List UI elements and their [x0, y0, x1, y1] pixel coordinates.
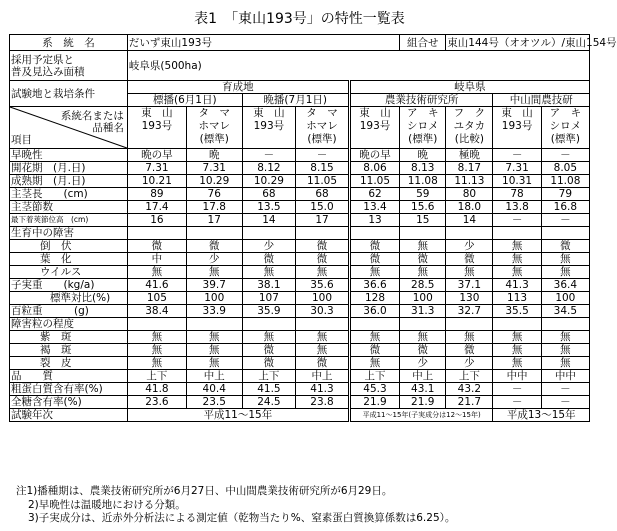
kumiawase-label: 組合せ: [400, 35, 446, 51]
footnotes: [16, 485, 455, 526]
sub-cell: 微: [242, 357, 296, 370]
hinshitsu-cell: 上下: [446, 370, 493, 383]
sub-cell: 無: [446, 331, 493, 344]
trait-cell: 7.31: [493, 162, 541, 175]
trait-cell: 8.15: [296, 162, 350, 175]
variety-name-line: 193号: [141, 120, 173, 132]
trait-cell: 10.29: [242, 175, 296, 188]
shikenchi-label: 試験地と栽培条件: [10, 81, 128, 107]
trait-cell: 17: [186, 214, 242, 227]
yield-cell: 39.7: [186, 279, 242, 292]
variety-name-line: ユタカ: [453, 120, 486, 132]
sub-label: 紫 斑: [10, 331, 128, 344]
seed-weight-cell: 30.3: [296, 305, 350, 318]
sub-cell: 無: [493, 331, 541, 344]
trait-cell: －: [493, 149, 541, 162]
variety-name-line: 193号: [501, 120, 533, 132]
trait-label: 成熟期 (月.日): [10, 175, 128, 188]
seed-weight-cell: 35.9: [242, 305, 296, 318]
sub-cell: 無: [541, 344, 589, 357]
sub-cell: 無: [400, 331, 446, 344]
saiyou-label-line1: 採用予定県と: [11, 53, 74, 66]
empty-cell: [349, 227, 399, 240]
sub-cell: 微: [127, 240, 186, 253]
empty-cell: [446, 227, 493, 240]
sub-cell: 無: [493, 253, 541, 266]
sub-cell: 無: [493, 266, 541, 279]
sub-cell: 微: [242, 344, 296, 357]
trait-cell: 13.5: [242, 201, 296, 214]
sub-label: 倒 伏: [10, 240, 128, 253]
hinshitsu-cell: 上下: [127, 370, 186, 383]
trait-label: 開花期 (月.日): [10, 162, 128, 175]
sub-cell: 無: [541, 266, 589, 279]
ikusei-header: 育成地: [127, 81, 349, 94]
yield-cell: 100: [186, 292, 242, 305]
trait-cell: 11.05: [296, 175, 350, 188]
sub-cell: 微: [296, 240, 350, 253]
sub-cell: 微: [349, 253, 399, 266]
sub-cell: 無: [296, 266, 350, 279]
trait-cell: 13: [349, 214, 399, 227]
saiyou-value: 岐阜県(500ha): [127, 51, 589, 81]
variety-name-line: (標準): [550, 133, 580, 145]
sub-cell: 無: [127, 357, 186, 370]
toushitsu-cell: －: [493, 396, 541, 409]
trait-cell: 89: [127, 188, 186, 201]
trait-cell: 16.8: [541, 201, 589, 214]
variety-name-line: ホマレ: [306, 120, 338, 132]
sub-cell: 無: [400, 266, 446, 279]
nenji-chusankan: 平成13～15年: [493, 409, 590, 422]
sub-cell: 微: [541, 240, 589, 253]
trait-cell: 15.6: [400, 201, 446, 214]
trait-label: 主茎長 (cm): [10, 188, 128, 201]
sub-label: 裂 皮: [10, 357, 128, 370]
variety-name-line: 東 山: [359, 107, 391, 119]
trait-cell: 8.17: [446, 162, 493, 175]
sub-cell: 微: [296, 253, 350, 266]
empty-cell: [242, 318, 296, 331]
toushitsu-label: 全糖含有率(%): [10, 396, 128, 409]
variety-name-line: ホマレ: [198, 120, 230, 132]
trait-cell: 79: [541, 188, 589, 201]
sub-cell: 無: [446, 266, 493, 279]
variety-name-line: (比較): [454, 133, 484, 145]
toushitsu-cell: 23.6: [127, 396, 186, 409]
toushitsu-cell: －: [541, 396, 589, 409]
yield-cell: 36.6: [349, 279, 399, 292]
trait-cell: －: [242, 149, 296, 162]
empty-cell: [493, 227, 541, 240]
variety-name-line: 東 山: [253, 107, 285, 119]
sub-cell: 中: [127, 253, 186, 266]
sub-cell: 無: [242, 331, 296, 344]
tanpaku-cell: 41.8: [127, 383, 186, 396]
trait-cell: 76: [186, 188, 242, 201]
variety-header: [446, 107, 493, 149]
empty-cell: [127, 227, 186, 240]
variety-name-line: フ ク: [453, 107, 486, 119]
saiyou-label: [10, 51, 128, 81]
variety-name-line: タ マ: [198, 107, 230, 119]
seed-weight-label: 百粒重 (g): [10, 305, 128, 318]
trait-cell: 16: [127, 214, 186, 227]
sub-cell: 微: [400, 253, 446, 266]
tanpaku-label: 粗蛋白質含有率(%): [10, 383, 128, 396]
sub-cell: 無: [186, 357, 242, 370]
seed-weight-cell: 38.4: [127, 305, 186, 318]
variety-header: [242, 107, 296, 149]
empty-cell: [400, 227, 446, 240]
yield-label: 標準対比(%): [10, 292, 128, 305]
trait-cell: 78: [493, 188, 541, 201]
hyouha-header: 標播(6月1日): [127, 94, 242, 107]
yield-cell: 100: [541, 292, 589, 305]
variety-name-line: ア キ: [407, 107, 439, 119]
trait-cell: 14: [446, 214, 493, 227]
variety-name-line: (標準): [408, 133, 438, 145]
trait-cell: 晩: [186, 149, 242, 162]
kumiawase-value: 東山144号（オオツル）/東山154号: [447, 36, 617, 49]
empty-cell: [400, 318, 446, 331]
nougi-header: 農業技術研究所: [349, 94, 493, 107]
sub-cell: 無: [242, 266, 296, 279]
empty-cell: [493, 318, 541, 331]
empty-cell: [296, 318, 350, 331]
hinshitsu-cell: 中中: [541, 370, 589, 383]
sub-cell: 微: [349, 240, 399, 253]
keitou-value: だいず東山193号: [127, 35, 399, 51]
yield-cell: 35.6: [296, 279, 350, 292]
trait-cell: 17: [296, 214, 350, 227]
sub-cell: 無: [186, 266, 242, 279]
variety-name-line: タ マ: [306, 107, 338, 119]
trait-cell: 59: [400, 188, 446, 201]
variety-name-line: (標準): [307, 133, 337, 145]
yield-cell: 41.6: [127, 279, 186, 292]
hinshitsu-cell: 中中: [493, 370, 541, 383]
variety-header: [400, 107, 446, 149]
empty-cell: [349, 318, 399, 331]
trait-cell: 17.8: [186, 201, 242, 214]
trait-cell: 17.4: [127, 201, 186, 214]
trait-cell: 極晩: [446, 149, 493, 162]
diag-top-text: 系統名または: [60, 109, 124, 122]
sub-label: 葉 化: [10, 253, 128, 266]
sub-cell: 無: [349, 331, 399, 344]
variety-header: [186, 107, 242, 149]
yield-cell: 100: [400, 292, 446, 305]
keitou-label: 系 統 名: [10, 35, 128, 51]
trait-cell: －: [493, 214, 541, 227]
sub-cell: 微: [186, 240, 242, 253]
trait-cell: 62: [349, 188, 399, 201]
yield-cell: 107: [242, 292, 296, 305]
yield-cell: 130: [446, 292, 493, 305]
yield-cell: 36.4: [541, 279, 589, 292]
trait-cell: 15.0: [296, 201, 350, 214]
trait-cell: 8.13: [400, 162, 446, 175]
group-label: 生育中の障害: [10, 227, 128, 240]
nenji-label: 試験年次: [10, 409, 128, 422]
variety-header: [127, 107, 186, 149]
nenji-nougi: 平成11～15年(子実成分は12～15年): [349, 409, 493, 422]
empty-cell: [186, 227, 242, 240]
hinshitsu-cell: 上下: [242, 370, 296, 383]
footnote-line: 2)早晩性は温暖地における分類。: [28, 498, 186, 511]
sub-cell: 少: [400, 357, 446, 370]
toushitsu-cell: 24.5: [242, 396, 296, 409]
empty-cell: [296, 227, 350, 240]
trait-cell: 晩の早: [349, 149, 399, 162]
tanpaku-cell: 41.3: [296, 383, 350, 396]
trait-cell: 晩: [400, 149, 446, 162]
yield-cell: 100: [296, 292, 350, 305]
trait-cell: 68: [242, 188, 296, 201]
sub-cell: 微: [242, 253, 296, 266]
trait-label: 主茎節数: [10, 201, 128, 214]
variety-name-line: 193号: [253, 120, 285, 132]
variety-header: [493, 107, 541, 149]
nenji-ikusei: 平成11～15年: [127, 409, 349, 422]
variety-header: [349, 107, 399, 149]
trait-cell: 15: [400, 214, 446, 227]
banpa-header: 晩播(7月1日): [242, 94, 349, 107]
sub-label: ウイルス: [10, 266, 128, 279]
sub-cell: 少: [446, 357, 493, 370]
toushitsu-cell: 21.9: [400, 396, 446, 409]
trait-cell: －: [296, 149, 350, 162]
yield-cell: 128: [349, 292, 399, 305]
trait-cell: 10.31: [493, 175, 541, 188]
sub-cell: 無: [127, 266, 186, 279]
variety-header: [296, 107, 350, 149]
trait-label: 最下着莢節位高 (cm): [10, 214, 128, 227]
toushitsu-cell: 21.9: [349, 396, 399, 409]
hinshitsu-cell: 中上: [400, 370, 446, 383]
trait-cell: 10.29: [186, 175, 242, 188]
sub-cell: 微: [400, 344, 446, 357]
seed-weight-cell: 34.5: [541, 305, 589, 318]
tanpaku-cell: 41.5: [242, 383, 296, 396]
sub-cell: 少: [186, 253, 242, 266]
tanpaku-cell: 43.1: [400, 383, 446, 396]
yield-cell: 113: [493, 292, 541, 305]
variety-name-line: ア キ: [549, 107, 582, 119]
seed-weight-cell: 36.0: [349, 305, 399, 318]
sub-label: 褐 斑: [10, 344, 128, 357]
sub-cell: 少: [242, 240, 296, 253]
sub-cell: 無: [541, 331, 589, 344]
variety-name-line: 東 山: [501, 107, 533, 119]
hinshitsu-cell: 中上: [296, 370, 350, 383]
trait-cell: 晩の早: [127, 149, 186, 162]
sub-cell: 無: [186, 344, 242, 357]
group-label: 障害粒の程度: [10, 318, 128, 331]
hinshitsu-cell: 中上: [186, 370, 242, 383]
sub-cell: 無: [349, 266, 399, 279]
diag-bottom-text: 項目: [11, 133, 32, 146]
sub-cell: 無: [493, 344, 541, 357]
footnote-line: 3)子実成分は、近赤外分析法による測定値（乾物当たり%、窒素蛋白質換算係数は6.25）。: [28, 512, 456, 524]
seed-weight-cell: 35.5: [493, 305, 541, 318]
trait-cell: 11.08: [541, 175, 589, 188]
sub-cell: 微: [296, 357, 350, 370]
characteristics-table: [9, 34, 617, 422]
trait-cell: 80: [446, 188, 493, 201]
trait-cell: 13.8: [493, 201, 541, 214]
trait-cell: 10.21: [127, 175, 186, 188]
trait-cell: 8.06: [349, 162, 399, 175]
sub-cell: 無: [541, 357, 589, 370]
footnote-line: 注1)播種期は、農業技術研究所が6月27日、中山間農業技術研究所が6月29日。: [16, 485, 393, 497]
trait-cell: －: [541, 214, 589, 227]
gifu-header: 岐阜県: [349, 81, 589, 94]
trait-cell: 8.12: [242, 162, 296, 175]
variety-name-line: シロメ: [549, 120, 582, 132]
tanpaku-cell: －: [541, 383, 589, 396]
seed-weight-cell: 33.9: [186, 305, 242, 318]
sub-cell: 無: [493, 240, 541, 253]
chusankan-header: 中山間農技研: [493, 94, 590, 107]
empty-cell: [186, 318, 242, 331]
sub-cell: 無: [400, 240, 446, 253]
trait-cell: 11.13: [446, 175, 493, 188]
sub-cell: 無: [186, 331, 242, 344]
seed-weight-cell: 31.3: [400, 305, 446, 318]
diagonal-header: [10, 107, 128, 149]
variety-header: [541, 107, 589, 149]
yield-cell: 38.1: [242, 279, 296, 292]
empty-cell: [242, 227, 296, 240]
tanpaku-cell: －: [493, 383, 541, 396]
yield-cell: 41.3: [493, 279, 541, 292]
trait-cell: 14: [242, 214, 296, 227]
sub-cell: 微: [349, 344, 399, 357]
tanpaku-cell: 43.2: [446, 383, 493, 396]
sub-cell: 少: [446, 240, 493, 253]
yield-cell: 37.1: [446, 279, 493, 292]
trait-cell: －: [541, 149, 589, 162]
tanpaku-cell: 40.4: [186, 383, 242, 396]
sub-cell: 無: [349, 357, 399, 370]
sub-cell: 無: [127, 344, 186, 357]
variety-name-line: 193号: [359, 120, 391, 132]
sub-cell: 無: [541, 253, 589, 266]
trait-cell: 8.05: [541, 162, 589, 175]
empty-cell: [127, 318, 186, 331]
hinshitsu-label: 品 質: [10, 370, 128, 383]
empty-cell: [541, 318, 589, 331]
diag-mid-text: 品種名: [92, 121, 124, 134]
table-title: 表1 「東山193号」の特性一覧表: [194, 11, 405, 27]
trait-cell: 11.05: [349, 175, 399, 188]
sub-cell: 無: [296, 344, 350, 357]
empty-cell: [446, 318, 493, 331]
trait-cell: 18.0: [446, 201, 493, 214]
trait-cell: 7.31: [186, 162, 242, 175]
hinshitsu-cell: 上下: [349, 370, 399, 383]
variety-name-line: (標準): [199, 133, 229, 145]
trait-cell: 11.08: [400, 175, 446, 188]
yield-label: 子実重 (kg/a): [10, 279, 128, 292]
toushitsu-cell: 21.7: [446, 396, 493, 409]
trait-cell: 7.31: [127, 162, 186, 175]
seed-weight-cell: 32.7: [446, 305, 493, 318]
sub-cell: 微: [446, 253, 493, 266]
sub-cell: 無: [296, 331, 350, 344]
trait-cell: 68: [296, 188, 350, 201]
variety-name-line: シロメ: [407, 120, 439, 132]
sub-cell: 無: [127, 331, 186, 344]
trait-cell: 13.4: [349, 201, 399, 214]
toushitsu-cell: 23.8: [296, 396, 350, 409]
trait-label: 早晩性: [10, 149, 128, 162]
sub-cell: 無: [493, 357, 541, 370]
tanpaku-cell: 45.3: [349, 383, 399, 396]
sub-cell: 微: [446, 344, 493, 357]
yield-cell: 105: [127, 292, 186, 305]
toushitsu-cell: 23.5: [186, 396, 242, 409]
yield-cell: 28.5: [400, 279, 446, 292]
variety-name-line: 東 山: [141, 107, 173, 119]
empty-cell: [541, 227, 589, 240]
saiyou-label-line2: 普及見込み面積: [11, 65, 85, 78]
